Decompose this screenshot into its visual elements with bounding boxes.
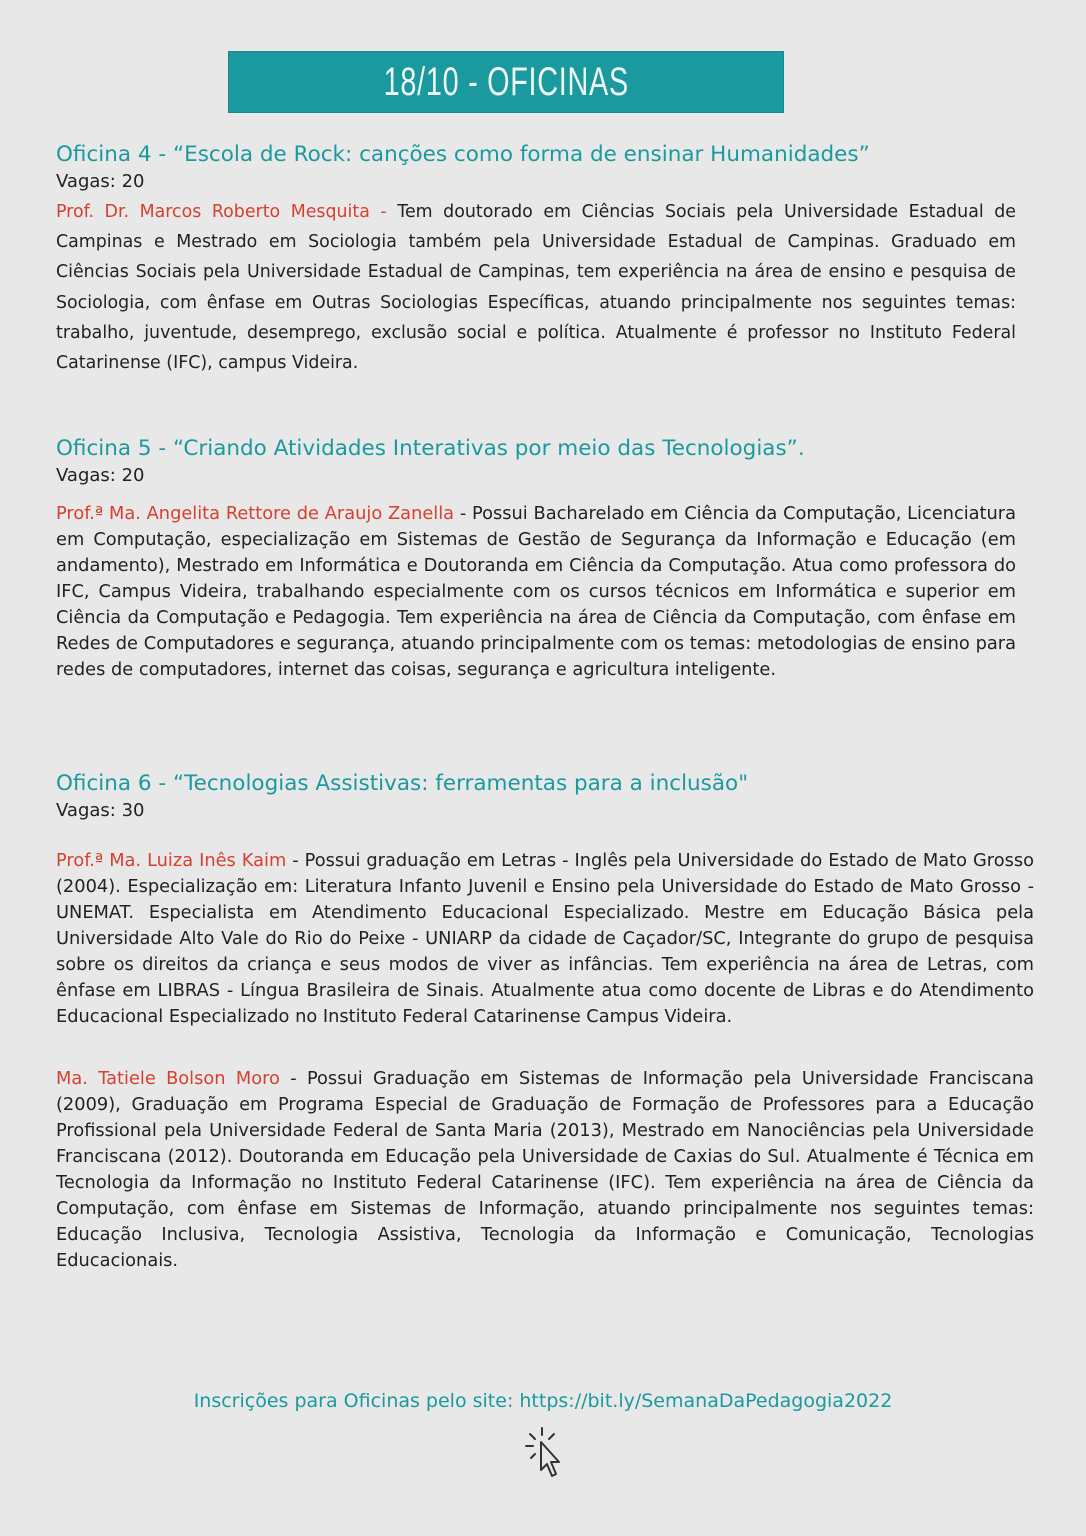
oficina-6-vagas: Vagas: 30 — [56, 800, 145, 821]
oficina-5-prof-name: Prof.ª Ma. Angelita Rettore de Araujo Zanella — [56, 503, 455, 524]
oficina-5-section — [56, 435, 1034, 683]
oficina-4-bio — [56, 197, 1016, 378]
click-cursor-icon — [522, 1426, 570, 1482]
oficina-6-section — [56, 770, 1034, 1274]
oficina-6-prof-1-bio: - Possui graduação em Letras - Inglês pela Universidade do Estado de Mato Grosso (2004). Especialização em: Literatura Infanto Juvenil e Ensino pela Universidade do Estado de Mato Grosso - UNEMAT. Especialista em Atendimento Educacional Especializado. Mestre em Educação Básica pela Universidade Alto Vale do Rio do Peixe - UNIARP da cidade de Caçador/SC, Integrante do grupo de pesquisa sobre os direitos da criança e seus modos de viver as infâncias. Tem experiência na área de Letras, com ênfase em LIBRAS - Língua Brasileira de Sinais. Atualmente atua como docente de Libras e do Atendimento Educacional Especializado no Instituto Federal Catarinense Campus Videira. — [56, 850, 1034, 1027]
oficina-5-bio — [56, 501, 1016, 683]
oficina-4-title: Oficina 4 - “Escola de Rock: canções como forma de ensinar Humanidades” — [56, 142, 870, 167]
registration-footer[interactable]: Inscrições para Oficinas pelo site: https://bit.ly/SemanaDaPedagogia2022 — [193, 1390, 893, 1412]
oficina-4-vagas: Vagas: 20 — [56, 171, 145, 192]
oficina-6-bio-1 — [56, 848, 1034, 1030]
oficina-5-title: Oficina 5 - “Criando Atividades Interativas por meio das Tecnologias”. — [56, 436, 805, 461]
oficina-6-title: Oficina 6 - “Tecnologias Assistivas: ferramentas para a inclusão" — [56, 771, 749, 796]
oficina-4-section — [56, 141, 1034, 378]
oficina-6-prof-2-bio: - Possui Graduação em Sistemas de Informação pela Universidade Franciscana (2009), Graduação em Programa Especial de Graduação de Formação de Professores para a Educação Profissional pela Universidade Federal de Santa Maria (2013), Mestrado em Nanociências pela Universidade Franciscana (2012). Doutoranda em Educação pela Universidade de Caxias do Sul. Atualmente é Técnica em Tecnologia da Informação no Instituto Federal Catarinense (IFC). Tem experiência na área de Ciência da Computação, com ênfase em Sistemas de Informação, atuando principalmente nos seguintes temas: Educação Inclusiva, Tecnologia Assistiva, Tecnologia da Informação e Comunicação, Tecnologias Educacionais. — [56, 1068, 1035, 1271]
oficina-6-prof-2-name: Ma. Tatiele Bolson Moro — [56, 1068, 280, 1089]
oficina-5-prof-bio: - Possui Bacharelado em Ciência da Computação, Licenciatura em Computação, especialização em Sistemas de Gestão de Segurança da Informação e Educação (em andamento), Mestrado em Informática e Doutoranda em Ciência da Computação. Atua como professora do IFC, Campus Videira, trabalhando especialmente com os cursos técnicos em Informática e superior em Ciência da Computação e Pedagogia. Tem experiência na área de Ciência da Computação, com ênfase em Redes de Computadores e segurança, atuando principalmente com os temas: metodologias de ensino para redes de computadores, internet das coisas, segurança e agricultura inteligente. — [56, 503, 1017, 680]
page-title: 18/10 - OFICINAS — [383, 59, 629, 104]
page-title-banner — [229, 52, 783, 112]
oficina-6-bio-2 — [56, 1066, 1034, 1274]
oficina-6-prof-1-name: Prof.ª Ma. Luiza Inês Kaim — [56, 850, 287, 871]
oficina-5-vagas: Vagas: 20 — [56, 465, 145, 486]
oficina-4-prof-bio: Tem doutorado em Ciências Sociais pela Universidade Estadual de Campinas e Mestrado em Sociologia também pela Universidade Estadual de Campinas. Graduado em Ciências Sociais pela Universidade Estadual de Campinas, tem experiência na área de ensino e pesquisa de Sociologia, com ênfase em Outras Sociologias Específicas, atuando principalmente nos seguintes temas: trabalho, juventude, desemprego, exclusão social e política. Atualmente é professor no Instituto Federal Catarinense (IFC), campus Videira. — [56, 202, 1016, 374]
oficina-4-prof-name: Prof. Dr. Marcos Roberto Mesquita - — [56, 202, 387, 222]
